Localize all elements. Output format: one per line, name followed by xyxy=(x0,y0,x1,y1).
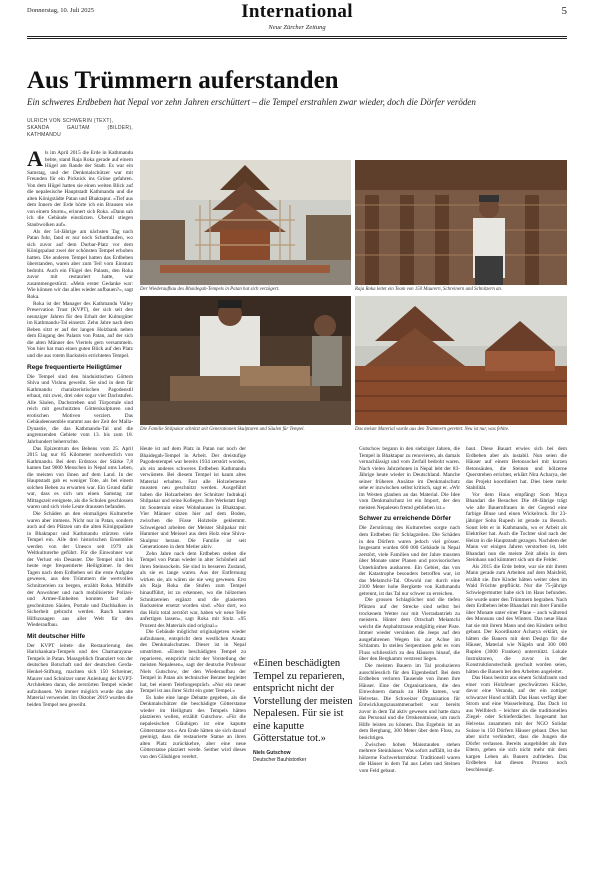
photo-temple-roofs xyxy=(355,296,567,425)
section-heading: Rege frequentierte Heiligtümer xyxy=(27,363,122,371)
text-column-1 xyxy=(27,118,133,868)
byline-photo: SKANDA GAUTAM (BILDER), KATHMANDU xyxy=(27,125,133,138)
paragraph: baut. Diese Bauart erwies sich bei dem Erdbeben aber als instabil. Nun seien die Häuser auf einem Betonsockel mit kurzen Betonsäulen, die Steinen und hölzerne Querstreben errichtet, erklärt Nira Acharya, der das Projekt koordiniert hat. Dies biete mehr Stabilität. xyxy=(466,446,567,492)
article-subhead: Ein schweres Erdbeben hat Nepal vor zehn Jahren erschüttert – die Tempel erstrahlen zwar wieder, doch die Dörfer veröden xyxy=(27,97,476,107)
paragraph: Die Zerstörung des Kulturerbes sorgte nach dem Erdbeben für Schlagzeilen. Die Schäden in den Dörfern waren jedoch viel grösser. Insgesamt wurden 600 000 Gebäude in Nepal zerstört, viele Familien und der Jahre mussten über Monate unter Planen und provisorischen Unterkünften ausharren. Ein Gebiet, das von der Katastrophe besonders betroffen war, ist das Melamchi-Tal. Obwohl nur durch eine 2100 Meter hohe Bergkette von Kathmandu getrennt, ist das Tal nur schwer zu erreichen. xyxy=(359,525,460,597)
paragraph: Zehn Jahre nach dem Erdbeben stehen die Tempel von Patan wieder in alter Schönheit auf ihren Steinsockeln. Sie sind in besseren Zustand, als sie es lange waren. Aus der Entfernung wirken sie, als wären sie nie weg gewesen. Erst als Raja Roka die Stufen zum Tempel hinaufführt, ist zu erkennen, wo die hölzernen Schnitzereien ergänzt und die glasierten Backsteine ersetzt worden sind. «Nur dort, wo das Holz total zerstört war, haben wir neue Teile anfertigen lassen», sagt Roka mit Stolz. «95 Prozent des Materials sind original.» xyxy=(140,550,246,629)
paragraph: Die Tempel sind den hinduistischen Göttern Shiva und Vishnu geweiht. Sie sind in dem für Kathmandu charakteristischen Pagodenstil erbaut, mit zwei, drei oder sogar vier Dachstufen. Alle Säulen, Dachstreben und Türportale sind reich mit geschnitzten Götterskulpturen und erotischen Motiven verziert. Das Gebäudeensemble stammt aus der Zeit der Malla-Dynastie, die das Kathmandu-Tal und die angrenzenden Gebiete vom 13. bis zum 18. Jahrhundert beherrschte. xyxy=(27,373,133,445)
paragraph: Gutschow begann in den siebziger Jahren, die Tempel in Bhaktapur zu renovieren, als damals vernachlässigt und vom Zerfall bedroht waren. Nach vielen Jahrzehnten in Nepal lebt der 83-Jährige heute wieder in Deutschland. Manche seiner früheren Ansätze im Denkmalschutz sehe er inzwischen selbst kritisch, sagt er. «Wir im Westen glauben an das Material. Die Idee vom Denkmalschutz ist ein Import, der den meisten Nepalesen fremd geblieben ist.» xyxy=(359,446,460,511)
newspaper-name: Neue Zürcher Zeitung xyxy=(268,24,326,31)
section-heading: Mit deutscher Hilfe xyxy=(27,632,86,640)
paragraph: Als der 54-Jährige am nächsten Tag nach Patan fuhr, fand er nur noch Schutthaufen, wo sich zuvor auf dem Durbar-Platz vor dem Königspalast zwei der schönsten Tempel erhoben hatten. Die anderen Tempel hatten das Erdbeben überstanden, waren aber zum Teil vom Einsturz bedroht. Auch ein Flügel des Palasts, den Roka zuvor mit restauriert hatte, war zusammengestürzt. «Mein erster Gedanke war: Wie können wir das alles wieder aufbauen?», sagt Roka. xyxy=(27,228,133,301)
masthead-rule-thin xyxy=(27,38,567,39)
byline-author: ULRICH VON SCHWERIN (TEXT), xyxy=(27,118,114,124)
article-headline: Aus Trümmern auferstanden xyxy=(27,67,339,94)
paragraph: Das Haus besitzt aus einem Schlafraum und einer vom Holzfeuer geschwärzten Küche, davor eine Veranda, auf der ein zottiger schwarzer Hund schläft. Das Haus verfügt über Strom und eine Wasserleitung. Das Dach ist aus Wellblech – leichter als die traditionellen Ziegel- oder Schieferdächer. Insgesamt hat Helvetas zusammen mit der NGO Solidar Suisse in 150 Dörfern Häuser gebaut. Dies hat aber nicht verhindert, dass die Jungen die Dörfer verlassen. Bereits ausgebildet als ihre Eltern, geben sie sich nicht mehr mit dem kargen Leben als Bauern zufrieden. Das Erdbeben hat diesen Prozess noch beschleunigt. xyxy=(466,675,567,773)
photo-woodcarvers xyxy=(140,296,351,425)
photo-temple-reconstruction xyxy=(140,160,351,285)
quote-author-name: Niels Gutschow xyxy=(253,750,291,756)
paragraph: Vor dem Haus empfängt Som Maya Bhandari die Besucher. Die 48-Jährige trägt wie alle Bauernfrauen in der Gegend eine farbige Bluse und einen Wickelrock. Ihr 23-jähriger Sohn Rupesh ist gerade zu Besuch. Sonst lebt er in Kathmandu, wo er Arbeit als Elektriker hat. Auch die Tochter sind nach der Heirat in die Hauptstadt gezogen. Nachdem der Mann vor einigen Jahren verstorben ist, lebt Bhandari nun die meiste Zeit allein in dem Steinhaus und kümmert sich um die Felder. xyxy=(466,491,567,564)
paragraph: Zwischen hohen Maisstauden stehen mehrere Steinhäuser. Was sofort auffällt, ist die hölzerne Fachwerkstruktur. Traditionell waren die Häuser in dem Tal aus Lehm und Steinen vom Feld gebaut. xyxy=(359,741,460,774)
photo-caption: Das meiste Material wurde aus den Trümmern gerettet. Neu ist nur, was fehlte. xyxy=(355,427,510,432)
photo-raja-roka xyxy=(355,160,567,285)
section-heading: Schwer zu erreichende Dörfer xyxy=(359,515,452,523)
quote-attribution xyxy=(253,750,357,763)
paragraph: Die grossen Schlaglöcher und die tiefen Pfützen auf der Strecke sind selbst bei trockenem Wetter nur mit Vierradantrieb zu meistern. Hinter dem Ortschaft Melamchi weicht die Asphaltstrasse endgültig einer Piste. Immer wieder versinken die Jeeps auf den ausgefahrenen Wegen bis zur Achse im Schlamm. In steilen Serpentinen geht es vom Fluss schliesslich zu den Häusern hinauf, die über den Bergkamm verstreut liegen. xyxy=(359,597,460,663)
issue-date: Donnerstag, 10. Juli 2025 xyxy=(27,7,94,14)
text-column-4 xyxy=(466,446,567,866)
section-title: International xyxy=(241,1,353,22)
photo-caption: Raja Roka leitet ein Team von 150 Maurern, Schreinern und Schnitzern an. xyxy=(355,287,503,292)
paragraph: Es habe eine lange Debatte gegeben, als die Denkmalschützer die beschädigte Götterstatue wieder im Heiligtum des Tempels hätten platzieren wollen, erzählt Gutschow. «Für die nepalesischen Gläubigen ist eine kaputte Götterstatue tot.» Am Ende hätten sie sich darauf geeinigt, dass die restaurierte Statue an ihren alten Platz zurückkehre, aber eine neue Götterstatue platziert werde. Seither wird dieses von den Gläubigen verehrt. xyxy=(140,694,246,760)
text-column-3 xyxy=(359,446,460,866)
paragraph: Roka ist der Manager des Kathmandu Valley Preservation Trust (KVPT), der sich seit den neunziger Jahren für den Erhalt der Kulturgüter im Kathmandu-Tal einsetzt. Zehn Jahre nach dem Beben sitzt er auf der langen Holzbank neben dem Eingang des Palasts von Patan, auf der sich die alten Männer des Viertels gern versammeln. Von hier hat man einen guten Blick auf den Platz und die aus rotem Backstein errichteten Tempel. xyxy=(27,300,133,359)
paragraph: Als 2015 die Erde bebte, war sie mit ihrem Mann gerade zum Arbeiten auf dem Maisfeld, erzählt sie. Ihre Kinder hätten weiter oben im Wald Früchte gepflückt. Nur die 75-jährige Schwiegermutter habe sich im Haus befunden. Sie wurde unter den Trümmern begraben. Nach dem Erdbeben lebte Bhandari mit ihrer Familie über Monate unter einer Plane – auch während des Monsuns und des Winters. Das neue Haus hat sie mit ihrem Mann und den Kindern selbst gebaut. Der Koordinator Acharya erklärt, sie hätten die Bauern mit dem Design für die Häuser, Material wie Nägeln und 300 000 Rupien (3000 Franken) unterstützt. Lokale Instruktoren, die zuvor in der Konstruktionstechnik geschult worden seien, hätten die Bauern bei den Arbeiten angeleitet. xyxy=(466,563,567,675)
paragraph: Das Epizentrum des Bebens vom 25. April 2015 lag nur 85 Kilometer nordwestlich von Kathmandu. Bei dem Erdstoss der Stärke 7,8 kamen fast 9000 Menschen in Nepal ums Leben, die meisten von ihnen auf dem Land. In der Hauptstadt gab es weniger Tote, als bei einem solchen Beben zu erwarten war. Ein Grund dafür war, dass es sich um einen Samstag zur Mittagszeit ereignete, als die Schulen geschlossen waren und sich viele Leute draussen befanden. xyxy=(27,445,133,511)
drop-cap: A xyxy=(27,146,43,171)
quote-author-role: Deutscher Bauhistoriker xyxy=(253,756,307,763)
photo-caption: Die Familie Shilpakar schnitzt seit Generationen Skulpturen und Säulen für Tempel. xyxy=(140,427,305,432)
article-intro: ls im April 2015 die Erde in Kathmandu bebte, stand Raja Roka gerade auf einem Hügel am Rande der Stadt. Es war ein Samstag, und der Denkmalschützer war mit Freunden für ein Picknick ins Grüne gefahren. Von dem Hügel hatten sie einen weiten Blick auf die nepalesische Hauptstadt Kathmandu und die alten Königstädte Patan und Bhaktapur. «Tief aus dem Innern der Erde hörte ich ein Brausen wie von einem Sturm», erinnert sich Roka. «Dann sah ich die Gebäude einstürzen. Überall stiegen Staubwolken auf». xyxy=(27,150,133,229)
paragraph: Heute ist auf dem Platz in Patan nur noch der Bhaidegah-Tempel in Arbeit. Der dreistufige Pagodentempel war bereits 1934 zerstört worden, als ein anderes schweres Erdbeben Kathmandu verwüstete. Bei diesem Tempel ist kaum altes Material erhalten. Fast alle Holzelemente mussten neu geschnitzt werden. Ausgeführt haben die Holzarbeiten der Schnitzer Indrakaji Shilpakar und seine Kollegen. Ihre Werkstatt liegt im Souterrain eines Wohnhauses in Bhaktapur. Vier Männer sitzen hier auf dem Boden, zwischen die Füsse Holzteile geklemmt. Schweigend arbeiten der Meister Shilpakar mit Hammer und Meissel aus dem Holz eine Shiva-Skulptur heraus. Die Familie ist seit Generationen in dem Metier aktiv. xyxy=(140,446,246,551)
pull-quote: «Einen beschädigten Tempel zu reparieren, entspricht nicht der Vorstellung der meisten Nepalesen. Für sie ist eine kaputte Götterstatue tot.» xyxy=(253,658,353,744)
paragraph: Die Schäden an den einmaligen Kulturerbe waren aber immens. Nicht nur in Patan, sondern auch auf den Plätzen um die alten Königspaläste in Bhaktapur und Kathmandu stürzten viele Tempel ein. Alle drei historischen Ensembles werden von der Unesco seit 1979 als Weltkulturerbe geführt. Für die Einwohner war der Verlust ein Desaster. Die Tempel sind bis heute rege frequentierte Heiligtümer. In den Tagen nach dem Erdbeben sei die erste Aufgabe gewesen, aus den Trümmern die wertvollen Schnitzereien zu bergen, erzählt Roka. Mithilfe der Anwohner und nach mobilisierter Polizei- und Armee-Einheiten konnten fast alle geschnitzten Säulen, Portale und Dachbalken in Sicherheit gebracht werden. Rasch kamen Hilfszusagen aus aller Welt für den Wiederaufbau. xyxy=(27,510,133,629)
paragraph: Der KVPT leitete die Restaurierung des Harishankara-Tempels und des Charnarayana-Tempels in Patan. Massgeblich finanziert von der deutschen Botschaft und der deutschen Gerda-Henkel-Stiftung, machten sich 150 Schreiner, Maurer und Schnitzer unter Anleitung der KVPT-Architekten daran, die zerstörten Tempel wieder aufzubauen. Wo immer möglich wurde das alte Material verwendet. Im Oktober 2019 wurden die beiden Tempel neu geweiht. xyxy=(27,642,133,708)
page-number: 5 xyxy=(561,5,567,17)
photo-caption: Der Wiederaufbau des Bhaidegah-Tempels in Patan hat sich verzögert. xyxy=(140,287,280,292)
paragraph: Die meisten Bauern im Tal produzieren ausschliesslich für den Eigenbedarf. Bei dem Erdbeben verloren Tausende von ihnen ihre Häuser. Eine der Organisationen, die den Einwohnern damals zu Hilfe kamen, war Helvetas. Die Schweizer Organisation für Entwicklungszusammenarbeit war bereits zuvor in dem Tal aktiv gewesen und hatte dazu das Personal und die Ortskenntnisse, um rasch Hilfe leisten zu können. Das Ergebnis ist an dem Berghang, 300 Meter über dem Fluss, zu besichtigen. xyxy=(359,662,460,741)
paragraph: Die Gebäude möglichst originalgetreu wieder aufzubauen, entspricht dem westlichen Ansatz des Denkmalschutzes. Dieser ist in Nepal umstritten. «Einem beschädigten Tempel zu reparieren, entspricht nicht der Vorstellung der meisten Nepalesen», sagt der deutsche Professor Niels Gutschow, der den Wiederaufbau der Tempel in Patan als technischer Berater begleitet hat, bei einem Telefongespräch. «Nur ein neuer Tempel ist aus ihrer Sicht ein guter Tempel.» xyxy=(140,629,246,695)
text-column-2 xyxy=(140,446,246,866)
masthead-rule xyxy=(27,36,567,37)
